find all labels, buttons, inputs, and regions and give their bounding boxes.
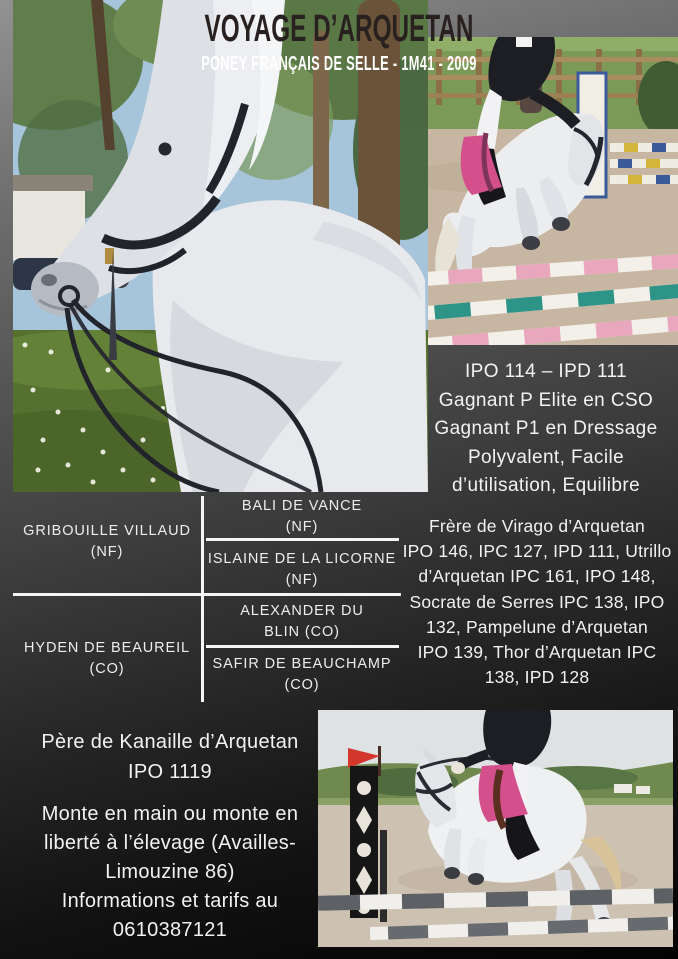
siblings-line: 138, IPD 128: [484, 667, 590, 688]
pedigree-sire-dam-cell: [206, 549, 398, 591]
horse-name: ALEXANDER DU: [240, 603, 364, 619]
siblings-block: [402, 514, 672, 690]
poster-subtitle: PONEY FRANÇAIS DE SELLE - 1M41 - 2009: [201, 53, 477, 75]
showjumping-photo-top: [428, 37, 678, 345]
studbook: (CO): [284, 677, 320, 693]
pedigree-horizontal-divider-bottom: [206, 645, 399, 648]
showjumping-photo-bottom: [318, 710, 673, 947]
pedigree-vertical-divider: [201, 496, 204, 702]
results-block: [420, 358, 672, 501]
pedigree-dam-dam-cell: [206, 654, 398, 696]
contact-line: Limouzine 86): [105, 861, 235, 883]
pedigree-horizontal-divider-middle: [13, 593, 401, 596]
showjumping-illustration-top: [428, 37, 678, 345]
horse-name: SAFIR DE BEAUCHAMP: [212, 656, 392, 672]
showjumping-illustration-bottom: [318, 710, 673, 947]
studbook: BLIN (CO): [264, 624, 340, 640]
siblings-line: Frère de Virago d’Arquetan: [429, 516, 645, 536]
contact-line: liberté à l’élevage (Availles-: [43, 832, 297, 854]
siblings-line: d’Arquetan IPC 161, IPO 148,: [418, 566, 656, 587]
horse-name: BALI DE VANCE: [241, 498, 363, 514]
horse-name: ISLAINE DE LA LICORNE: [207, 551, 397, 567]
results-line: Gagnant P1 en Dressage: [434, 418, 658, 439]
contact-line: 0610387121: [112, 919, 228, 941]
offspring-block: [8, 727, 332, 787]
studbook: (NF): [90, 544, 124, 560]
offspring-line: Père de Kanaille d’Arquetan: [41, 731, 299, 753]
pedigree-horizontal-divider-top: [206, 538, 399, 541]
siblings-line: IPO 139, Thor d’Arquetan IPC: [417, 642, 657, 663]
pedigree-dam-cell: [15, 638, 199, 680]
contact-line: Informations et tarifs au: [61, 890, 279, 912]
horse-name: GRIBOUILLE VILLAUD: [23, 523, 191, 539]
siblings-line: Socrate de Serres IPC 138, IPO: [409, 591, 665, 612]
results-line: d’utilisation, Equilibre: [451, 475, 641, 496]
pedigree-sire-sire-cell: [206, 496, 398, 538]
offspring-line: IPO 1119: [128, 761, 212, 783]
contact-block: [8, 800, 332, 945]
pedigree-sire-cell: [15, 521, 199, 563]
siblings-line: 132, Pampelune d’Arquetan: [426, 616, 648, 637]
siblings-line: IPO 146, IPC 127, IPD 111, Utrillo: [402, 541, 672, 562]
horse-name: HYDEN DE BEAUREIL: [24, 640, 190, 656]
contact-line: Monte en main ou monte en: [41, 803, 299, 825]
pedigree-dam-sire-cell: [206, 601, 398, 643]
poster-title: VOYAGE D’ARQUETAN: [204, 8, 474, 50]
results-line: Gagnant P Elite en CSO: [438, 389, 654, 411]
results-line: IPO 114 – IPD 111: [464, 361, 628, 382]
studbook: (NF): [285, 519, 319, 535]
studbook: (NF): [285, 572, 319, 588]
studbook: (CO): [89, 661, 125, 677]
results-line: Polyvalent, Facile: [467, 446, 625, 468]
